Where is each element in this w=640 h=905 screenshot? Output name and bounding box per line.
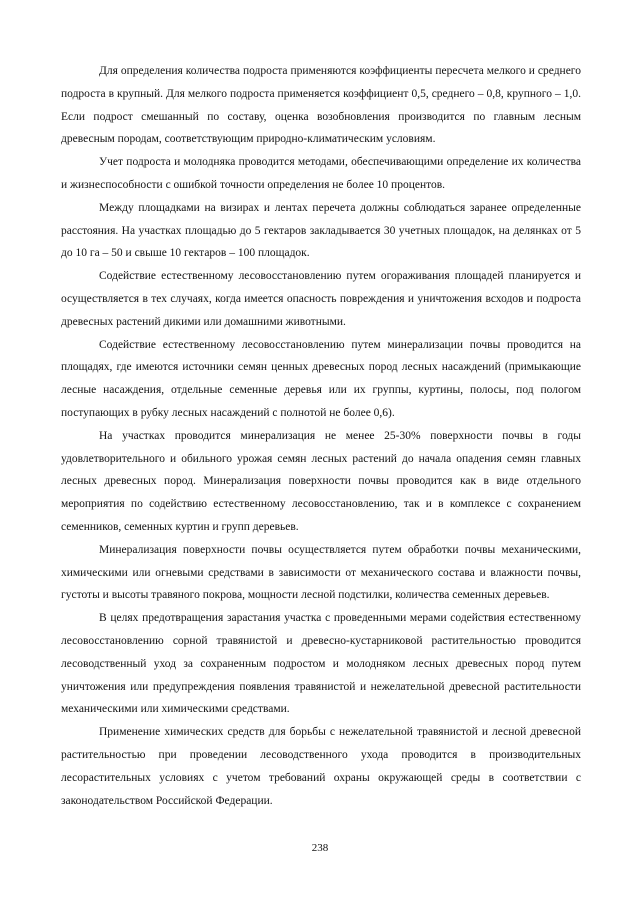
document-body — [61, 60, 581, 812]
paragraph-fencing: Содействие естественному лесовосстановлению путем огораживания площадей планируется и осуществляется в тех случаях, когда имеется опасность повреждения и уничтожения всходов и подроста древесных растений дикими или домашними животными. — [61, 270, 581, 328]
paragraph-mineralization-methods: Минерализация поверхности почвы осуществляется путем обработки почвы механическими, химическими или огневыми средствами в зависимости от механического состава и влажности почвы, густоты и высоты травяного покрова, мощности лесной подстилки, количества семенных деревьев. — [61, 543, 581, 602]
paragraph-plot-distances: Между площадками на визирах и лентах перечета должны соблюдаться заранее определенные расстояния. На участках площадью до 5 гектаров закладывается 30 учетных площадок, на делянках от 5 до 10 га – 50 и свыше 10 гектаров – 100 площадок. — [61, 201, 581, 260]
paragraph-regrowth-accounting: Учет подроста и молодняка проводится методами, обеспечивающими определение их количества и жизнеспособности с ошибкой точности определения не более 10 процентов. — [61, 156, 581, 191]
paragraph-overgrowth-prevention: В целях предотвращения зарастания участка с проведенными мерами содействия естественному лесовосстановлению сорной травянистой и древесно-кустарниковой растительностью проводится лесоводственный уход за сохраненным подростом и молодняком лесных древесных пород путем уничтожения или предупреждения появления травянистой и нежелательной древесной растительности механическими или химическими средствами. — [61, 612, 581, 716]
paragraph-reduction-coefficients: Для определения количества подроста применяются коэффициенты пересчета мелкого и среднего подроста в крупный. Для мелкого подроста применяется коэффициент 0,5, среднего – 0,8, крупного – 1,0. Если подрост смешанный по составу, оценка возобновления производится по главным лесным древесным породам, соответствующим природно-климатическим условиям. — [61, 65, 581, 146]
paragraph-soil-mineralization: Содействие естественному лесовосстановлению путем минерализации почвы проводится на площадях, где имеются источники семян ценных древесных пород лесных насаждений (примыкающие лесные насаждения, отдельные семенные деревья или их группы, куртины, полосы, под пологом поступающих в рубку лесных насаждений с полнотой не более 0,6). — [61, 338, 581, 419]
page-number: 238 — [311, 842, 329, 854]
paragraph-mineralization-share: На участках проводится минерализация не менее 25-30% поверхности почвы в годы удовлетворительного и обильного урожая семян лесных растений до начала опадения семян главных лесных древесных пород. Минерализация поверхности почвы проводится как в виде отдельного мероприятия по содействию естественному лесовосстановлению, так и в комплексе с сохранением семенников, семенных куртин и групп деревьев. — [61, 429, 581, 533]
paragraph-chemical-means: Применение химических средств для борьбы с нежелательной травянистой и лесной древесной растительностью при проведении лесоводственного ухода проводится в производительных лесорастительных условиях с учетом требований охраны окружающей среды в соответствии с законодательством Российской Федерации. — [61, 726, 581, 807]
